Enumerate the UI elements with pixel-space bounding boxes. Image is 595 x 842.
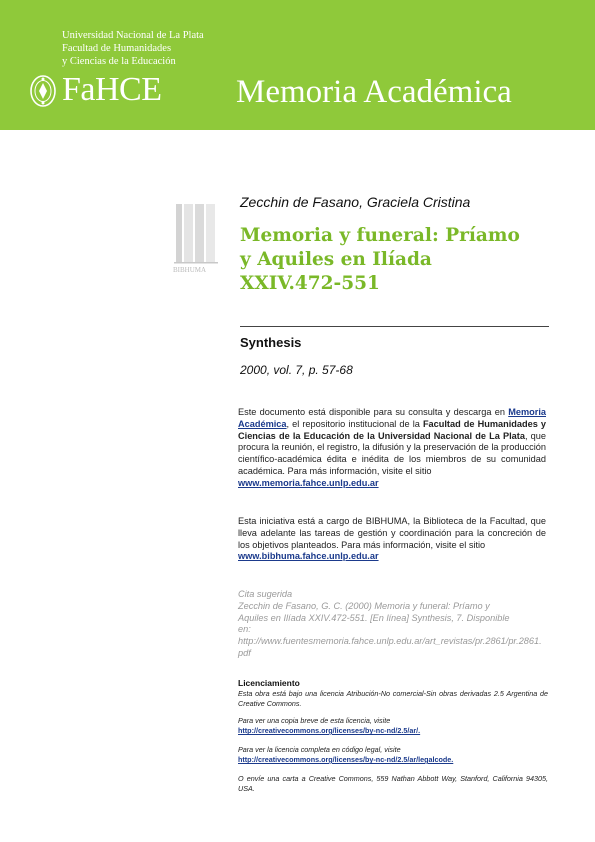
suggested-citation: [238, 589, 546, 660]
bibhuma-info-paragraph: [238, 516, 546, 563]
citation-line-1: Zecchin de Fasano, G. C. (2000) Memoria y funeral: Príamo y: [238, 600, 490, 611]
divider: [240, 326, 549, 327]
memoria-academica-link[interactable]: Memoria Académica: [238, 407, 546, 429]
info-text-c: , que procura la reunión, el registro, la difusión y la preservación de la producción científico-académica édita e inédita de los miembros de su comunidad académica. Para más información, visite el sitio: [238, 430, 546, 476]
license-mail-text: O envíe una carta a Creative Commons, 559 Nathan Abbott Way, Stanford, California 94305, USA.: [238, 774, 548, 793]
university-name: [62, 29, 204, 68]
article-title: [240, 224, 550, 296]
citation-label: Cita sugerida: [238, 589, 293, 599]
repository-info-paragraph: [238, 407, 546, 490]
bibhuma-text: Esta iniciativa está a cargo de BIBHUMA, la Biblioteca de la Facultad, que lleva adelante las tareas de gestión y coordinación para la concreción de los objetivos planteados. Para más información, visite el sitio: [238, 516, 546, 550]
license-full-block: [238, 745, 548, 765]
license-short-block: [238, 716, 548, 736]
university-seal-icon: [28, 73, 58, 109]
info-text-a: Este documento está disponible para su consulta y descarga en: [238, 407, 509, 417]
repository-title: Memoria Académica: [236, 74, 512, 110]
license-short-link[interactable]: http://creativecommons.org/licenses/by-nc-nd/2.5/ar/.: [238, 726, 421, 735]
license-full-link[interactable]: http://creativecommons.org/licenses/by-nc-nd/2.5/ar/legalcode.: [238, 755, 454, 764]
license-short-text: Para ver una copia breve de esta licencia, visite: [238, 716, 391, 725]
memoria-site-link[interactable]: www.memoria.fahce.unlp.edu.ar: [238, 477, 379, 488]
title-line-2: y Aquiles en Ilíada: [240, 249, 432, 270]
fahce-brand: FaHCE: [62, 71, 162, 108]
license-text: Esta obra está bajo una licencia Atribución-No comercial-Sin obras derivadas 2.5 Argentina de Creative Commons.: [238, 689, 548, 708]
citation-line-2: Aquiles en Ilíada XXIV.472-551. [En línea] Synthesis, 7. Disponible: [238, 612, 510, 623]
univ-line-3: y Ciencias de la Educación: [62, 56, 176, 67]
header-banner: [0, 0, 595, 130]
univ-line-2: Facultad de Humanidades: [62, 43, 172, 54]
bibhuma-books-logo-icon: [170, 200, 226, 276]
bibhuma-site-link[interactable]: www.bibhuma.fahce.unlp.edu.ar: [238, 551, 379, 562]
univ-line-1: Universidad Nacional de La Plata: [62, 30, 204, 41]
journal-volume: 2000, vol. 7, p. 57-68: [240, 363, 353, 377]
title-line-1: Memoria y funeral: Príamo: [240, 225, 520, 246]
article-author: Zecchin de Fasano, Graciela Cristina: [240, 194, 471, 210]
info-text-b: , el repositorio institucional de la: [286, 418, 423, 429]
citation-line-3: en:: [238, 624, 251, 635]
citation-url[interactable]: http://www.fuentesmemoria.fahce.unlp.edu.ar/art_revistas/pr.2861/pr.2861.pdf: [238, 636, 542, 658]
svg-text:BIBHUMA: BIBHUMA: [173, 266, 207, 274]
journal-name: Synthesis: [240, 335, 302, 350]
title-line-3: XXIV.472-551: [240, 273, 380, 294]
license-full-text: Para ver la licencia completa en código legal, visite: [238, 745, 401, 754]
faculty-name: Facultad de Humanidades y Ciencias de la Educación de la Universidad Nacional de La Plata: [238, 418, 546, 441]
license-heading: Licenciamiento: [238, 678, 300, 688]
